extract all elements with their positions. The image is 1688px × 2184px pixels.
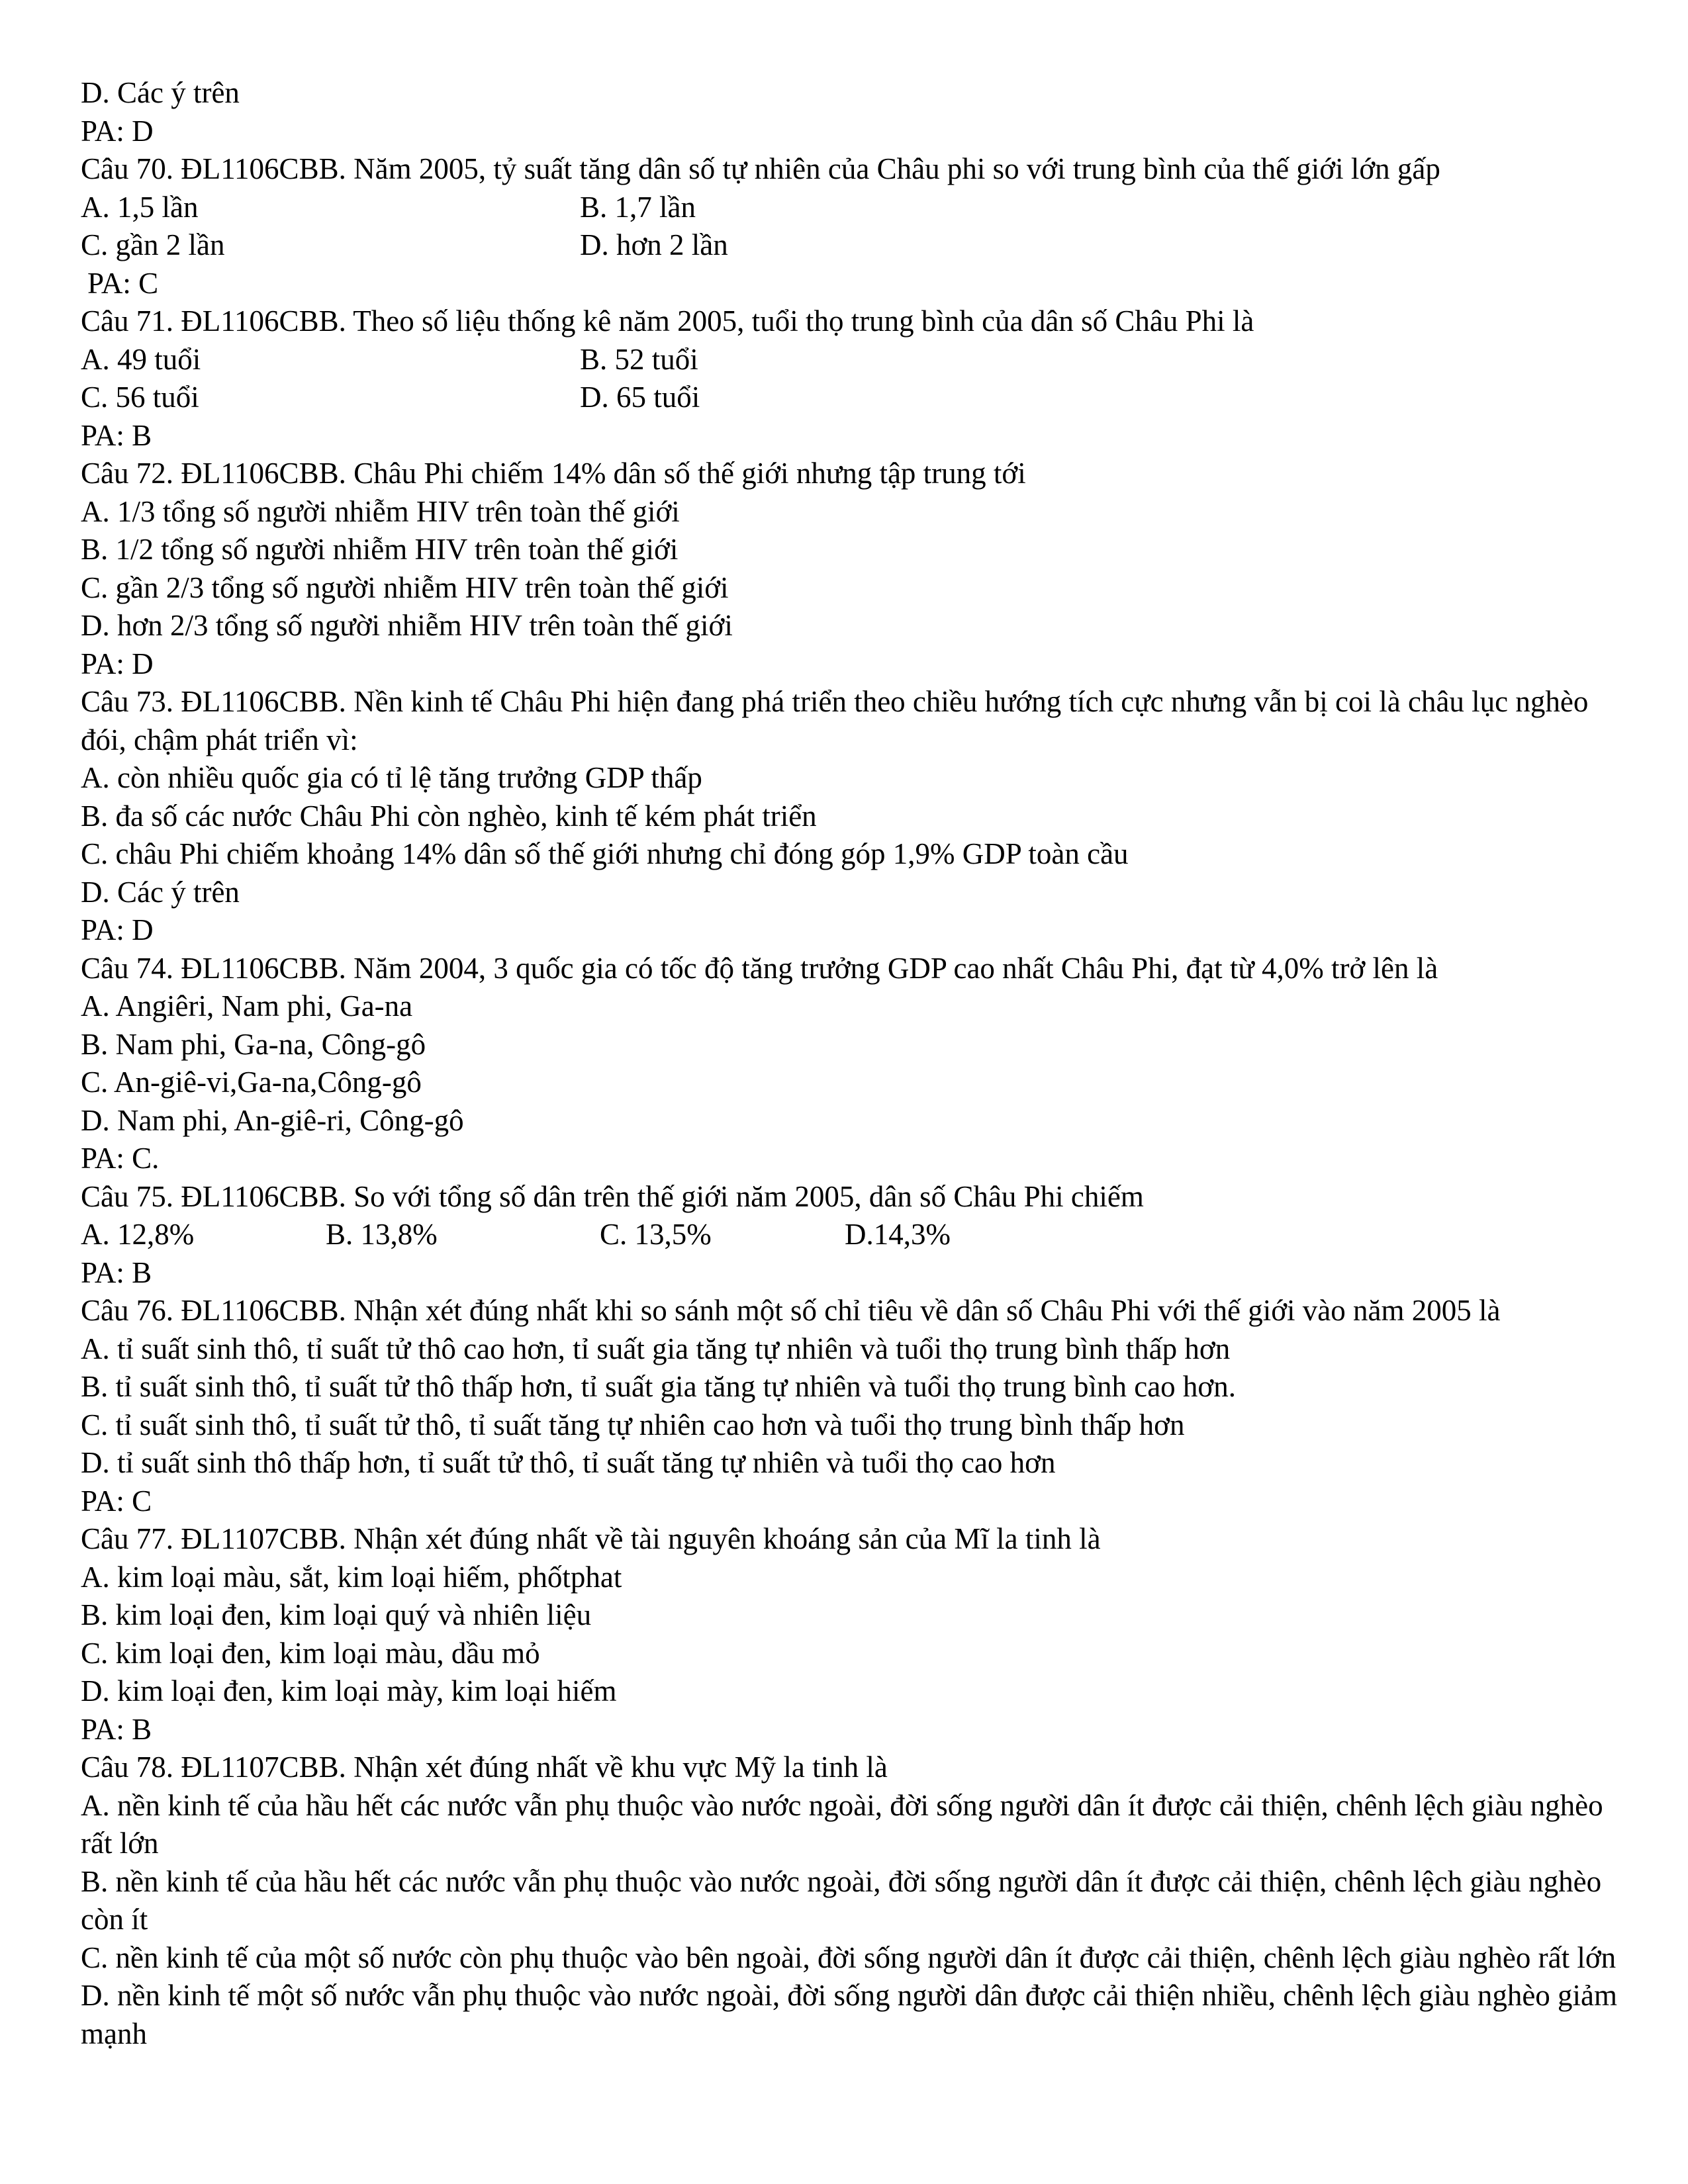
option-a: A. Angiêri, Nam phi, Ga-na [81, 989, 413, 1023]
option-a: A. kim loại màu, sắt, kim loại hiếm, phốtphat [81, 1560, 622, 1594]
option-c: C. 13,5% [600, 1218, 712, 1251]
options-row [81, 226, 1623, 265]
answer-key: PA: D [81, 913, 154, 946]
question-76: Câu 76. ĐL1106CBB. Nhận xét đúng nhất khi so sánh một số chỉ tiêu về dân số Châu Phi với thế giới vào năm 2005 là [81, 1294, 1501, 1327]
options-row [81, 341, 1623, 379]
question-74: Câu 74. ĐL1106CBB. Năm 2004, 3 quốc gia có tốc độ tăng trưởng GDP cao nhất Châu Phi, đạt từ 4,0% trở lên là [81, 951, 1438, 985]
option-d: D. hơn 2/3 tổng số người nhiễm HIV trên toàn thế giới [81, 609, 733, 642]
option-b: B. tỉ suất sinh thô, tỉ suất tử thô thấp hơn, tỉ suất gia tăng tự nhiên và tuổi thọ trung bình cao hơn. [81, 1370, 1236, 1403]
option-b: B. kim loại đen, kim loại quý và nhiên liệu [81, 1598, 592, 1631]
option-c: C. An-giê-vi,Ga-na,Công-gô [81, 1066, 422, 1099]
question-72: Câu 72. ĐL1106CBB. Châu Phi chiếm 14% dân số thế giới nhưng tập trung tới [81, 457, 1026, 490]
option-b: B. đa số các nước Châu Phi còn nghèo, kinh tế kém phát triển [81, 799, 817, 833]
option-d: D. Các ý trên [81, 76, 240, 109]
option-b: B. 13,8% [326, 1218, 438, 1251]
option-a: A. 1/3 tổng số người nhiễm HIV trên toàn thế giới [81, 494, 680, 528]
answer-key: PA: D [81, 647, 154, 680]
option-b: B. 1/2 tổng số người nhiễm HIV trên toàn thế giới [81, 533, 679, 566]
question-77: Câu 77. ĐL1107CBB. Nhận xét đúng nhất về tài nguyên khoáng sản của Mĩ la tinh là [81, 1522, 1101, 1555]
options-row [81, 189, 1623, 227]
answer-key: PA: C [81, 1484, 152, 1518]
option-d: D. tỉ suất sinh thô thấp hơn, tỉ suất tử thô, tỉ suất tăng tự nhiên và tuổi thọ cao hơn [81, 1446, 1056, 1479]
question-71: Câu 71. ĐL1106CBB. Theo số liệu thống kê năm 2005, tuổi thọ trung bình của dân số Châu Phi là [81, 304, 1254, 338]
option-d: D. hơn 2 lần [580, 228, 728, 261]
option-c: C. kim loại đen, kim loại màu, dầu mỏ [81, 1636, 540, 1670]
option-a: A. 1,5 lần [81, 190, 199, 224]
option-a: A. 12,8% [81, 1218, 195, 1251]
answer-key: PA: D [81, 114, 154, 148]
option-b: B. 1,7 lần [580, 190, 696, 224]
option-d: D.14,3% [845, 1218, 951, 1251]
document-page [81, 74, 1623, 2053]
answer-key: PA: C [87, 266, 159, 300]
option-c: C. gần 2 lần [81, 228, 225, 261]
option-a: A. còn nhiều quốc gia có tỉ lệ tăng trưởng GDP thấp [81, 761, 702, 794]
option-c: C. tỉ suất sinh thô, tỉ suất tử thô, tỉ suất tăng tự nhiên cao hơn và tuổi thọ trung bình thấp hơn [81, 1408, 1185, 1441]
options-row [81, 379, 1623, 417]
option-a: A. 49 tuổi [81, 342, 201, 376]
option-b: B. Nam phi, Ga-na, Công-gô [81, 1027, 426, 1061]
question-78: Câu 78. ĐL1107CBB. Nhận xét đúng nhất về khu vực Mỹ la tinh là [81, 1751, 888, 1784]
option-c: C. gần 2/3 tổng số người nhiễm HIV trên toàn thế giới [81, 570, 729, 604]
option-a: A. tỉ suất sinh thô, tỉ suất tử thô cao hơn, tỉ suất gia tăng tự nhiên và tuổi thọ trung bình thấp hơn [81, 1332, 1231, 1365]
option-c: C. 56 tuổi [81, 381, 199, 414]
option-c: C. châu Phi chiếm khoảng 14% dân số thế giới nhưng chỉ đóng góp 1,9% GDP toàn cầu [81, 837, 1129, 870]
option-d: D. kim loại đen, kim loại mày, kim loại hiếm [81, 1674, 617, 1707]
option-d: D. Nam phi, An-giê-ri, Công-gô [81, 1103, 464, 1137]
option-a: A. nền kinh tế của hầu hết các nước vẫn phụ thuộc vào nước ngoài, đời sống người dân ít được cải thiện, chênh lệch giàu nghèo rất lớn [81, 1788, 1603, 1860]
option-d: D. nền kinh tế một số nước vẫn phụ thuộc vào nước ngoài, đời sống người dân được cải thiện nhiều, chênh lệch giàu nghèo giảm mạnh [81, 1979, 1618, 2050]
answer-key: PA: C. [81, 1142, 160, 1175]
option-c: C. nền kinh tế của một số nước còn phụ thuộc vào bên ngoài, đời sống người dân ít được cải thiện, chênh lệch giàu nghèo rất lớn [81, 1940, 1617, 1974]
option-b: B. 52 tuổi [580, 342, 698, 376]
option-d: D. 65 tuổi [580, 381, 700, 414]
question-73: Câu 73. ĐL1106CBB. Nền kinh tế Châu Phi hiện đang phá triển theo chiều hướng tích cực nhưng vẫn bị coi là châu lục nghèo đói, chậm phát triển vì: [81, 685, 1589, 756]
option-b: B. nền kinh tế của hầu hết các nước vẫn phụ thuộc vào nước ngoài, đời sống người dân ít được cải thiện, chênh lệch giàu nghèo còn ít [81, 1864, 1602, 1936]
question-75: Câu 75. ĐL1106CBB. So với tổng số dân trên thế giới năm 2005, dân số Châu Phi chiếm [81, 1179, 1144, 1213]
option-d: D. Các ý trên [81, 875, 240, 909]
answer-key: PA: B [81, 1712, 152, 1746]
answer-key: PA: B [81, 418, 152, 452]
question-70: Câu 70. ĐL1106CBB. Năm 2005, tỷ suất tăng dân số tự nhiên của Châu phi so với trung bình của thế giới lớn gấp [81, 152, 1440, 185]
answer-key: PA: B [81, 1255, 152, 1289]
options-row [81, 1216, 1623, 1254]
